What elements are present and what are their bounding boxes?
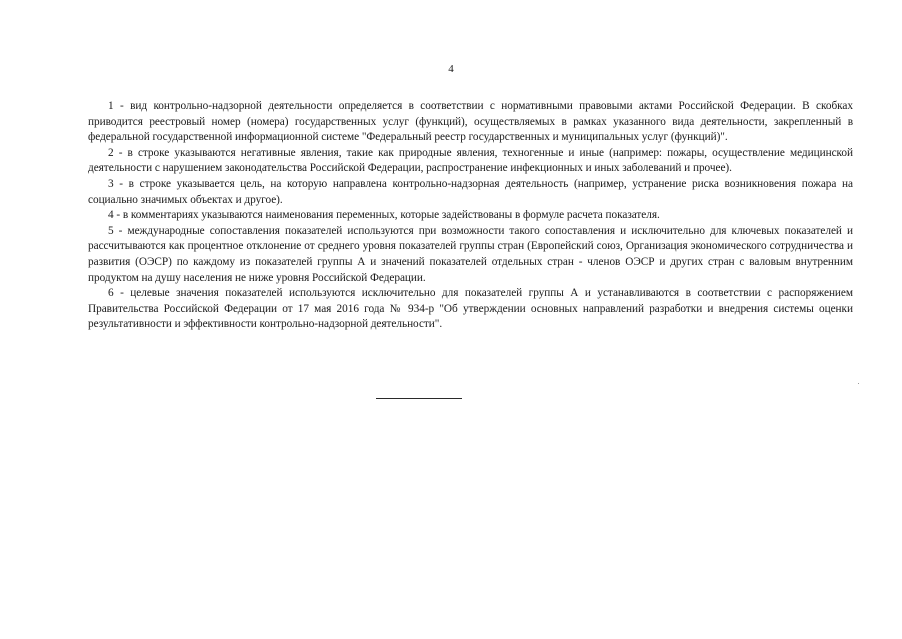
scan-artifact — [858, 383, 859, 384]
closing-divider — [376, 398, 462, 399]
page-number: 4 — [448, 63, 454, 75]
footnote-3: 3 - в строке указывается цель, на которую направлена контрольно-надзорная деятельность (например, устранение риска возникновения пожара на социально значимых объектах и другое). — [88, 177, 853, 206]
footnote-6: 6 - целевые значения показателей используются исключительно для показателей группы А и устанавливаются в соответствии с распоряжением Правительства Российской Федерации от 17 мая 2016 года № 934-р "Об утверждении основных направлений разработки и внедрения системы оценки результативности и эффективности контрольно-надзорной деятельности". — [88, 287, 853, 331]
footnote-2: 2 - в строке указываются негативные явления, такие как природные явления, техногенные и иные (например: пожары, осуществление медицинской деятельности с нарушением законодательства Российской Федерации, распространение инфекционных и иных заболеваний и прочее). — [88, 146, 853, 175]
footnote-4: 4 - в комментариях указываются наименования переменных, которые задействованы в формуле расчета показателя. — [108, 209, 660, 222]
footnote-1: 1 - вид контрольно-надзорной деятельности определяется в соответствии с нормативными правовыми актами Российской Федерации. В скобках приводится реестровый номер (номера) государственных услуг (функций), осуществляемых в рамках указанного вида деятельности, закрепленный в федеральной государственной информационной системе "Федеральный реестр государственных и муниципальных услуг (функций)". — [88, 100, 853, 144]
footnotes-section — [88, 99, 853, 333]
footnote-5: 5 - международные сопоставления показателей используются при возможности такого сопоставления и исключительно для ключевых показателей и рассчитываются как процентное отклонение от среднего уровня показателей группы стран (Европейский союз, Организация экономического сотрудничества и развития (ОЭСР) по каждому из показателей группы А и значений показателей отдельных стран - членов ОЭСР и других стран с валовым внутренним продуктом на душу населения не ниже уровня Российской Федерации. — [88, 224, 853, 284]
